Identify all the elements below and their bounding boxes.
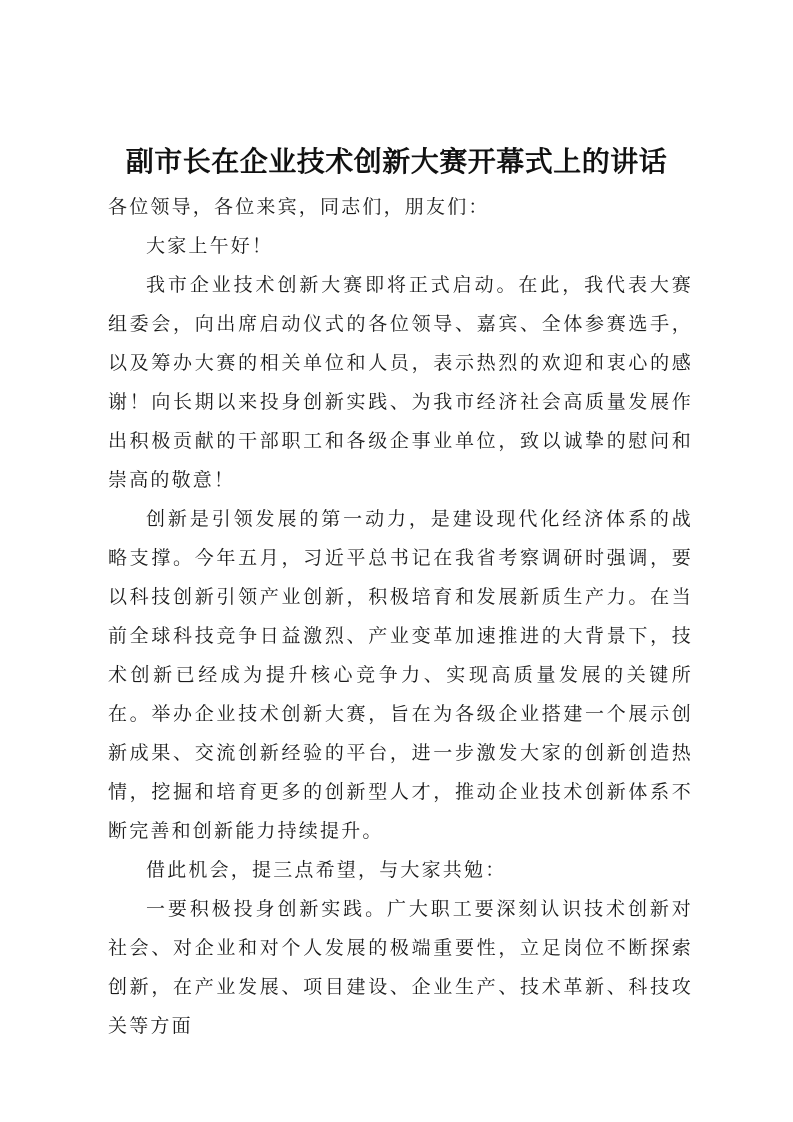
salutation: 各位领导，各位来宾，同志们，朋友们：: [108, 196, 490, 218]
paragraph-first-hope: 一要积极投身创新实践。广大职工要深刻认识技术创新对社会、对企业和对个人发展的极端重要性，立足岗位不断探索创新，在产业发展、项目建设、企业生产、技术革新、科技攻关等方面: [108, 898, 693, 1037]
paragraph-hopes-intro: 借此机会，提三点希望，与大家共勉：: [146, 859, 507, 881]
paragraph-welcome: 我市企业技术创新大赛即将正式启动。在此，我代表大赛组委会，向出席启动仪式的各位领导、嘉宾、全体参赛选手，以及筹办大赛的相关单位和人员，表示热烈的欢迎和衷心的感谢！向长期以来投身创新实践、为我市经济社会高质量发展作出积极贡献的干部职工和各级企事业单位，致以诚挚的慰问和崇高的敬意！: [108, 274, 693, 491]
document-title: 副市长在企业技术创新大赛开幕式上的讲话: [125, 145, 668, 178]
document-body: [108, 188, 693, 1046]
paragraph-greeting: 大家上午好！: [146, 235, 274, 257]
paragraph-innovation: 创新是引领发展的第一动力，是建设现代化经济体系的战略支撑。今年五月，习近平总书记在我省考察调研时强调，要以科技创新引领产业创新，积极培育和发展新质生产力。在当前全球科技竞争日益激烈、产业变革加速推进的大背景下，技术创新已经成为提升核心竞争力、实现高质量发展的关键所在。举办企业技术创新大赛，旨在为各级企业搭建一个展示创新成果、交流创新经验的平台，进一步激发大家的创新创造热情，挖掘和培育更多的创新型人才，推动企业技术创新体系不断完善和创新能力持续提升。: [108, 508, 693, 842]
